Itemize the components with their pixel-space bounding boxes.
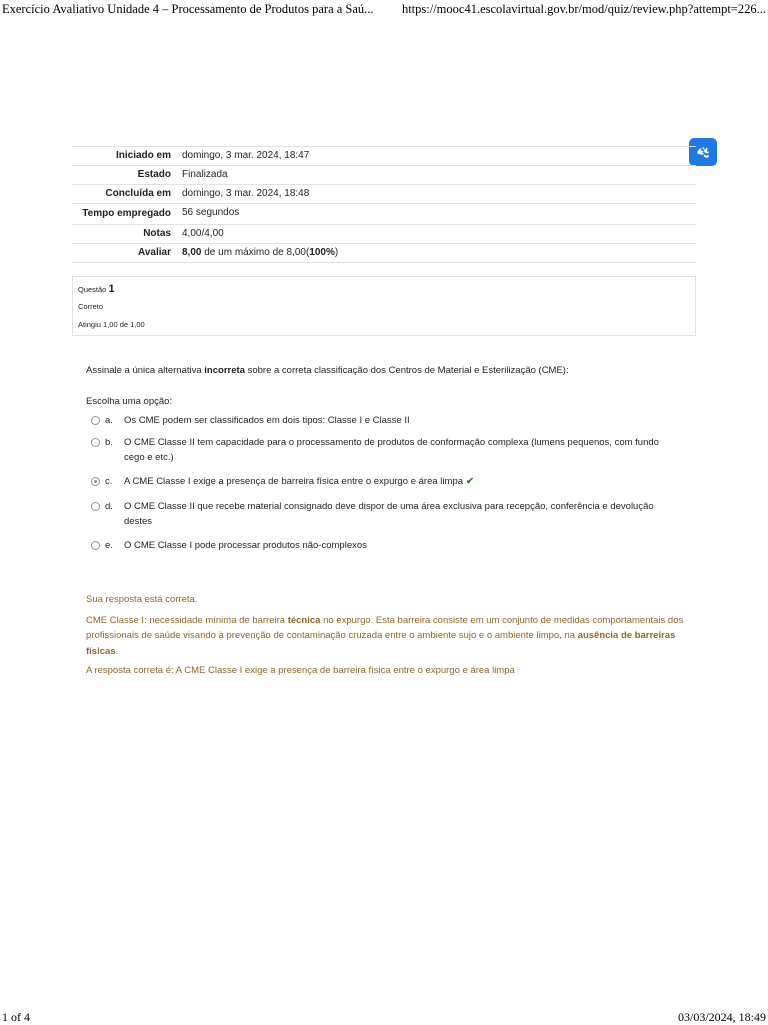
answer-option-d[interactable]: [90, 499, 680, 537]
radio-button-selected[interactable]: [91, 477, 100, 486]
feedback-text: CME Classe I: necessidade mínima de barreira: [86, 614, 288, 626]
summary-label: Notas: [72, 225, 177, 244]
print-header-url: https://mooc41.escolavirtual.gov.br/mod/quiz/review.php?attempt=226...: [401, 2, 766, 16]
correct-check-icon: ✔: [466, 476, 474, 487]
summary-value: Finalizada: [177, 166, 696, 185]
summary-row-completed: [72, 185, 696, 204]
feedback-text: no expurgo. Esta barreira consiste em um conjunto de medidas comportamentais dos profissionais de saúde visando à prevenção de contaminação cruzada entre o ambiente sujo e o ambiente limpo, na: [86, 614, 684, 641]
answer-option-c[interactable]: [90, 474, 680, 498]
question-number-value: 1: [108, 283, 115, 295]
feedback-general: [86, 613, 686, 660]
option-text: A CME Classe I exige a presença de barreira física entre o expurgo e área limpa: [124, 476, 464, 487]
grade-close: ): [334, 247, 339, 258]
option-letter: b.: [105, 437, 113, 448]
option-letter: a.: [105, 415, 113, 426]
summary-label: Avaliar: [72, 244, 177, 263]
radio-button[interactable]: [91, 502, 100, 511]
question-text-part: Assinale a única alternativa: [86, 365, 205, 376]
question-state: Correto: [78, 302, 104, 311]
summary-row-state: [72, 166, 696, 185]
summary-value: 4,00/4,00: [177, 225, 696, 244]
feedback-bold: ausência de barreiras físicas: [86, 630, 676, 657]
question-number: [78, 283, 115, 295]
answer-prompt: Escolha uma opção:: [86, 396, 173, 407]
summary-value: [177, 244, 696, 263]
question-label: Questão: [78, 285, 107, 294]
summary-value: 56 segundos: [177, 204, 696, 225]
summary-value: domingo, 3 mar. 2024, 18:48: [177, 185, 696, 204]
feedback-bold: técnica: [287, 614, 321, 626]
option-text: O CME Classe II tem capacidade para o processamento de produtos de conformação complexa (lumens pequenos, com fundo cego e etc.): [124, 437, 659, 463]
question-grade: Atingiu 1,00 de 1,00: [78, 320, 145, 329]
summary-value: domingo, 3 mar. 2024, 18:47: [177, 147, 696, 166]
print-footer: [0, 1010, 768, 1024]
answer-options: [90, 413, 680, 554]
option-text: Os CME podem ser classificados em dois tipos: Classe I e Classe II: [124, 415, 410, 426]
print-header-title: Exercício Avaliativo Unidade 4 – Processamento de Produtos para a Saú...: [2, 2, 374, 16]
option-letter: c.: [105, 476, 113, 487]
question-text-part: sobre a correta classificação dos Centros de Material e Esterilização (CME):: [244, 365, 569, 376]
radio-button[interactable]: [91, 416, 100, 425]
answer-option-e[interactable]: [90, 538, 680, 558]
question-info-box: [72, 276, 696, 336]
feedback-text: .: [115, 645, 119, 657]
print-header: [0, 0, 768, 18]
answer-feedback: [86, 592, 686, 679]
summary-row-time: [72, 204, 696, 225]
option-letter: d.: [105, 501, 113, 512]
feedback-status: Sua resposta está correta.: [86, 594, 198, 605]
answer-option-b[interactable]: [90, 435, 680, 473]
radio-button[interactable]: [91, 438, 100, 447]
summary-label: Iniciado em: [72, 147, 177, 166]
summary-label: Concluída em: [72, 185, 177, 204]
option-letter: e.: [105, 540, 113, 551]
print-page-number: 1 of 4: [2, 1010, 30, 1024]
option-text: O CME Classe II que recebe material consignado deve dispor de uma área exclusiva para recepção, conferência e devolução destes: [124, 501, 654, 527]
attempt-summary-table: [72, 146, 696, 263]
answer-option-a[interactable]: [90, 413, 680, 434]
question-text-bold: incorreta: [204, 365, 245, 376]
summary-label: Estado: [72, 166, 177, 185]
summary-row-marks: [72, 225, 696, 244]
grade-max: de um máximo de 8,00(: [201, 247, 310, 258]
grade-percent: 100%: [309, 247, 335, 258]
summary-label: Tempo empregado: [72, 204, 177, 225]
radio-button[interactable]: [91, 541, 100, 550]
feedback-right-answer: A resposta correta é: A CME Classe I exige a presença de barreira física entre o expurgo e área limpa: [86, 665, 515, 676]
summary-row-started: [72, 147, 696, 166]
question-text: [86, 365, 686, 376]
print-datetime: 03/03/2024, 18:49: [677, 1010, 766, 1024]
option-text: O CME Classe I pode processar produtos não-complexos: [124, 540, 367, 551]
sign-language-hands-icon: [694, 143, 712, 161]
grade-value: 8,00: [182, 247, 202, 258]
summary-row-grade: [72, 244, 696, 263]
